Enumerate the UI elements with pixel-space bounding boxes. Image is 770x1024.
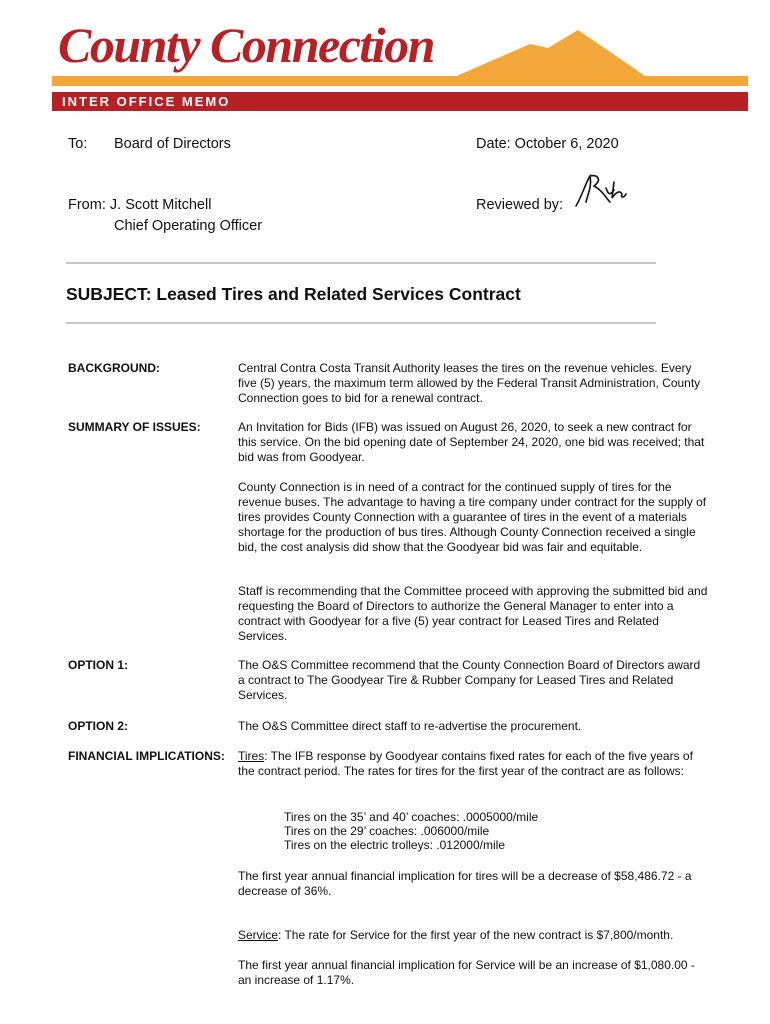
header-divider-bottom xyxy=(66,322,656,324)
background-text: Central Contra Costa Transit Authority leases the tires on the revenue vehicles. Every five (5) years, the maximum term allowed by the Federal Transit Administration, County Connection goes to bid for a renewal contract. xyxy=(238,361,701,405)
letterhead-orange-band xyxy=(52,76,748,86)
option-1-label: OPTION 1: xyxy=(68,658,129,672)
financial-implications-label: FINANCIAL IMPLICATIONS: xyxy=(68,749,225,763)
reviewer-signature xyxy=(572,172,628,208)
summary-paragraph-3: Staff is recommending that the Committee proceed with approving the submitted bid and requesting the Board of Directors to authorize the General Manager to enter into a contract with Goodyear for a five (5) year contract for Leased Tires and Related Services. xyxy=(238,584,708,643)
service-rate: : The rate for Service for the first year of the new contract is $7,800/month. xyxy=(278,928,674,942)
memo-date: Date: October 6, 2020 xyxy=(476,136,619,152)
tire-rate-1: Tires on the 35’ and 40’ coaches: .0005000/mile xyxy=(284,810,539,824)
option-1-text: The O&S Committee recommend that the County Connection Board of Directors award a contract to The Goodyear Tire & Rubber Company for Leased Tires and Related Services. xyxy=(238,658,701,702)
memo-subject: SUBJECT: Leased Tires and Related Services Contract xyxy=(66,284,521,304)
tire-rate-3: Tires on the electric trolleys: .012000/mile xyxy=(284,838,505,852)
reviewed-by-label: Reviewed by: xyxy=(476,197,564,213)
header-divider-top xyxy=(66,262,656,264)
to-label: To: xyxy=(68,136,88,152)
summary-label: SUMMARY OF ISSUES: xyxy=(68,420,201,434)
tires-financial-impact: The first year annual financial implication for tires will be a decrease of $58,486.72 - a decrease of 36%. xyxy=(238,869,692,898)
tires-paragraph xyxy=(238,749,708,779)
tires-intro: : The IFB response by Goodyear contains fixed rates for each of the five years of the contract period. The rates for tires for the first year of the contract are as follows: xyxy=(238,749,693,778)
from-title: Chief Operating Officer xyxy=(114,218,263,234)
from-line: From: J. Scott Mitchell xyxy=(68,197,212,213)
tires-heading: Tires xyxy=(238,749,265,763)
option-2-text: The O&S Committee direct staff to re-advertise the procurement. xyxy=(238,719,582,733)
service-heading: Service xyxy=(238,928,279,942)
option-2-label: OPTION 2: xyxy=(68,719,129,733)
summary-paragraph-1: An Invitation for Bids (IFB) was issued on August 26, 2020, to seek a new contract for this service. On the bid opening date of September 24, 2020, one bid was received; that bid was from Goodyear. xyxy=(238,420,705,464)
county-connection-logo: County Connection xyxy=(58,17,434,73)
to-value: Board of Directors xyxy=(114,136,231,152)
service-financial-impact: The first year annual financial implication for Service will be an increase of $1,080.00 - an increase of 1.17%. xyxy=(238,958,695,987)
tire-rate-2: Tires on the 29’ coaches: .006000/mile xyxy=(284,824,490,838)
service-paragraph xyxy=(238,928,708,943)
inter-office-memo-bar: INTER OFFICE MEMO xyxy=(52,92,748,111)
summary-paragraph-2: County Connection is in need of a contract for the continued supply of tires for the revenue buses. The advantage to having a tire company under contract for the supply of tires provides County Connection with a guarantee of tires in the event of a materials shortage for the production of bus tires. Although County Connection received a single bid, the cost analysis did show that the Goodyear bid was fair and equitable. xyxy=(238,480,707,554)
background-label: BACKGROUND: xyxy=(68,361,160,375)
